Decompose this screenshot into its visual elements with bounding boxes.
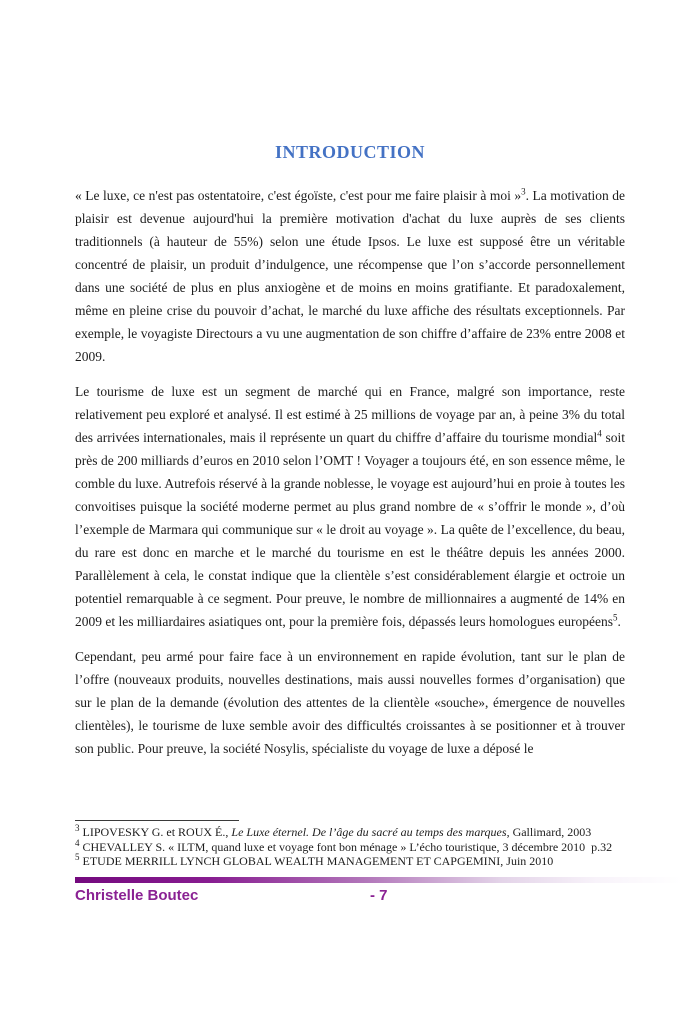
text-run: . [617,614,621,629]
text-run: « Le luxe, ce n'est pas ostentatoire, c'est égoïste, c'est pour me faire plaisir à moi » [75,188,522,203]
footnote-marker: 3 [75,823,80,833]
footnote-marker: 4 [75,837,80,848]
footnote-separator [75,820,239,821]
paragraph [75,380,625,633]
footnote-marker: 5 [75,852,80,862]
footnote-list [75,825,625,869]
text-run: Le Luxe éternel. De l’âge du sacré au temps des marques [231,825,507,839]
text-run: CHEVALLEY S. « ILTM, quand luxe et voyage font bon ménage » L’écho touristique, 3 décembre 2010 p.32 [79,839,613,854]
footnote-reference: 3 [521,186,526,197]
footer-gradient-bar [75,877,682,883]
footnote [75,825,625,840]
footnote [75,854,625,869]
footnotes-section [75,820,625,869]
footer-page-number: - 7 [370,887,388,904]
paragraph [75,645,625,760]
text-run: . La motivation de plaisir est devenue aujourd'hui la première motivation d'achat du luxe auprès de ses clients traditionnels (à hauteur de 55%) selon une étude Ipsos. Le luxe est supposé être un véritable concentré de plaisir, un produit d’indulgence, une récompense que l’on s’accorde personnellement dans une société de plus en plus anxiogène et de moins en moins gratifiante. Et paradoxalement, même en pleine crise du pouvoir d’achat, le marché du luxe affiche des résultats exceptionnels. Par exemple, le voyagiste Directours a vu une augmentation de son chiffre d’affaire de 23% entre 2008 et 2009. [75,188,625,364]
body-text [75,184,625,772]
text-run: , Gallimard, 2003 [506,825,592,839]
text-run: LIPOVESKY G. et ROUX É., [79,825,232,839]
paragraph [75,184,625,368]
text-run: ETUDE MERRILL LYNCH GLOBAL WEALTH MANAGEMENT ET CAPGEMINI, Juin 2010 [79,854,554,868]
text-run: Cependant, peu armé pour faire face à un environnement en rapide évolution, tant sur le plan de l’offre (nouveaux produits, nouvelles destinations, mais aussi nouvelles formes d’organisation) que sur le plan de la demande (évolution des attentes de la clientèle «souche», émergence de nouvelles clientèles), le tourisme de luxe semble avoir des difficultés croissantes à se positionner et à trouver son public. Pour preuve, la société Nosylis, spécialiste du voyage de luxe a déposé le [75,649,625,756]
footnote [75,837,625,855]
text-run: Le tourisme de luxe est un segment de marché qui en France, malgré son importance, reste relativement peu exploré et analysé. Il est estimé à 25 millions de voyage par an, à peine 3% du total des arrivées internationales, mais il représente un quart du chiffre d’affaire du tourisme mondial [75,384,625,445]
footnote-reference: 4 [597,428,602,439]
page-title: INTRODUCTION [274,142,426,162]
text-run: soit près de 200 milliards d’euros en 2010 selon l’OMT ! Voyager a toujours été, en son essence même, le comble du luxe. Autrefois réservé à la grande noblesse, le voyage est aujourd’hui en proie à toutes les convoitises puisque la société moderne permet au plus grand nombre de « s’offrir le monde », d’où l’exemple de Marmara qui communique sur « le droit au voyage ». La quête de l’excellence, du beau, du rare est donc en marche et le marché du tourisme en est le théâtre depuis les années 2000. Parallèlement à cela, le constat indique que la clientèle s’est considérablement élargie et octroie un potentiel remarquable à ce segment. Pour preuve, le nombre de millionnaires a augmenté de 14% en 2009 et les milliardaires asiatiques ont, pour la première fois, dépassés leurs homologues européens [75,430,625,629]
footer-author: Christelle Boutec [75,887,199,904]
footnote-reference: 5 [612,612,618,623]
